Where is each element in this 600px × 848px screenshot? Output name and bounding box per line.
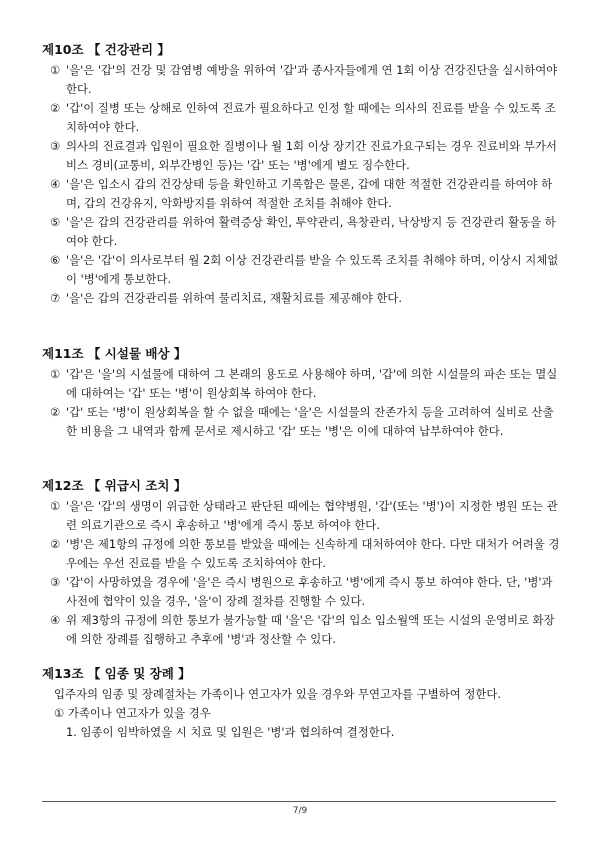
item-number: ① — [50, 367, 61, 381]
item-text: '을'은 '갑'의 건강 및 감염병 예방을 위하여 '갑'과 종사자들에게 연 1회 이상 건강진단을 실시하여야 한다. — [66, 63, 558, 96]
item-number: ② — [50, 101, 61, 115]
article-13-intro: 입주자의 임종 및 장례절차는 가족이나 연고자가 있을 경우와 무연고자를 구별하여 정한다. — [54, 687, 501, 701]
item-text: 의사의 진료결과 입원이 필요한 질병이나 월 1회 이상 장기간 진료가요구되는 경우 진료비와 부가서비스 경비(교통비, 외부간병인 등)는 '갑' 또는 '병'에게 별도 징수한다. — [66, 139, 557, 172]
article-10-heading: 제10조 【 건강관리 】 — [42, 42, 170, 57]
article-12-item-1 — [42, 497, 562, 535]
item-text: '갑'은 '을'의 시설물에 대하여 그 본래의 용도로 사용해야 하며, '갑'에 의한 시설물의 파손 또는 멸실에 대하여는 '갑' 또는 '병'이 원상회복 하여야 한다. — [66, 367, 558, 400]
footer-divider — [42, 801, 556, 802]
article-10 — [42, 42, 562, 308]
item-number: ⑥ — [50, 253, 61, 267]
item-number: ⑦ — [50, 291, 61, 305]
article-13-sub-item: 1. 임종이 임박하였을 시 치료 및 입원은 '병'과 협의하여 결정한다. — [66, 725, 395, 739]
item-number: ⑤ — [50, 215, 61, 229]
item-text: '을'은 '갑'의 생명이 위급한 상태라고 판단된 때에는 협약병원, '갑'(또는 '병')이 지정한 병원 또는 관련 의료기관으로 즉시 후송하고 '병'에게 즉시 통보 하여야 한다. — [66, 499, 558, 532]
article-10-item-4 — [42, 175, 562, 213]
item-number: ① — [50, 63, 61, 77]
item-number: ④ — [50, 613, 61, 627]
article-10-item-2 — [42, 99, 562, 137]
article-10-item-6 — [42, 251, 562, 289]
article-10-item-1 — [42, 61, 562, 99]
article-10-item-3 — [42, 137, 562, 175]
page-number: 7/9 — [292, 806, 308, 816]
article-13-subheading: ① 가족이나 연고자가 있을 경우 — [54, 706, 211, 720]
article-13 — [42, 666, 562, 742]
article-10-item-5 — [42, 213, 562, 251]
item-number: ② — [50, 405, 61, 419]
article-12 — [42, 478, 562, 649]
item-number: ③ — [50, 575, 61, 589]
item-text: 위 제3항의 규정에 의한 통보가 불가능할 때 '을'은 '갑'의 입소 입소월액 또는 시설의 운영비로 화장에 의한 장례를 집행하고 추후에 '병'과 정산할 수 있다. — [66, 613, 555, 646]
item-number: ① — [50, 499, 61, 513]
item-text: '갑' 또는 '병'이 원상회복을 할 수 없을 때에는 '을'은 시설물의 잔존가치 등을 고려하여 실비로 산출한 비용을 그 내역과 함께 문서로 제시하고 '갑' 또는 '병'은 이에 대하여 납부하여야 한다. — [66, 405, 554, 438]
article-12-heading: 제12조 【 위급시 조치 】 — [42, 478, 187, 493]
article-13-heading: 제13조 【 임종 및 장례 】 — [42, 666, 191, 681]
article-11-item-2 — [42, 403, 562, 441]
item-text: '병'은 제1항의 규정에 의한 통보를 받았을 때에는 신속하게 대처하여야 한다. 다만 대처가 어려울 경우에는 우선 진료를 받을 수 있도록 조치하여야 한다. — [66, 537, 560, 570]
item-text: '갑'이 사망하였을 경우에 '을'은 즉시 병원으로 후송하고 '병'에게 즉시 통보 하여야 한다. 단, '병'과 사전에 협약이 있을 경우, '을'이 장례 절차를 진행할 수 있다. — [66, 575, 553, 608]
item-text: '을'은 갑의 건강관리를 위하여 활력증상 확인, 투약관리, 욕창관리, 낙상방지 등 건강관리 활동을 하여야 한다. — [66, 215, 556, 248]
item-text: '을'은 입소시 갑의 건강상태 등을 확인하고 기록함은 물론, 갑에 대한 적절한 건강관리를 하여야 하며, 갑의 건강유지, 악화방지를 위하여 적절한 조치를 취해야 한다. — [66, 177, 553, 210]
item-number: ③ — [50, 139, 61, 153]
article-10-item-7 — [42, 289, 562, 308]
article-11-heading: 제11조 【 시설물 배상 】 — [42, 346, 187, 361]
item-number: ④ — [50, 177, 61, 191]
article-12-item-4 — [42, 611, 562, 649]
item-text: '을'은 '갑'이 의사로부터 월 2회 이상 건강관리를 받을 수 있도록 조치를 취해야 하며, 이상시 지체없이 '병'에게 통보한다. — [66, 253, 559, 286]
article-12-item-3 — [42, 573, 562, 611]
article-11-item-1 — [42, 365, 562, 403]
article-11 — [42, 346, 562, 441]
item-number: ② — [50, 537, 61, 551]
item-text: '을'은 갑의 건강관리를 위하여 물리치료, 재활치료를 제공해야 한다. — [66, 291, 402, 305]
item-text: '갑'이 질병 또는 상해로 인하여 진료가 필요하다고 인정 할 때에는 의사의 진료를 받을 수 있도록 조치하여야 한다. — [66, 101, 556, 134]
article-12-item-2 — [42, 535, 562, 573]
